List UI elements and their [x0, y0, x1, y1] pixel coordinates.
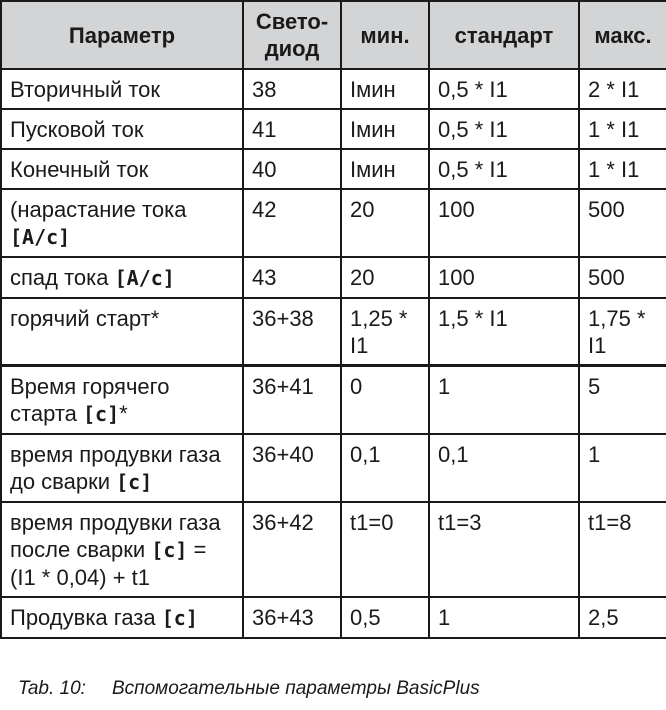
caption-number: Tab. 10: [18, 678, 86, 699]
header-param: Параметр [1, 1, 243, 69]
param-text: спад тока [10, 265, 115, 290]
cell-led: 36+41 [243, 366, 341, 435]
table-row [1, 109, 666, 149]
cell-max: 5 [579, 366, 666, 435]
table-row [1, 366, 666, 435]
cell-max: t1=8 [579, 502, 666, 597]
cell-max: 1 * I1 [579, 109, 666, 149]
cell-min: 20 [341, 189, 429, 257]
cell-led: 41 [243, 109, 341, 149]
header-max: макс. [579, 1, 666, 69]
param-text: время продувки газа после сварки [10, 510, 221, 562]
cell-min: Iмин [341, 69, 429, 109]
cell-param [1, 366, 243, 435]
cell-min: Iмин [341, 149, 429, 189]
cell-param [1, 502, 243, 597]
cell-led: 36+42 [243, 502, 341, 597]
cell-param [1, 189, 243, 257]
param-unit: [c] [83, 402, 120, 426]
cell-param [1, 298, 243, 366]
header-min: мин. [341, 1, 429, 69]
cell-min: 0,1 [341, 434, 429, 502]
table-row [1, 434, 666, 502]
cell-std: 0,1 [429, 434, 579, 502]
cell-min: 0 [341, 366, 429, 435]
cell-std: 100 [429, 257, 579, 298]
cell-std: 100 [429, 189, 579, 257]
cell-min: 20 [341, 257, 429, 298]
cell-std: t1=3 [429, 502, 579, 597]
caption-text: Вспомогательные параметры BasicPlus [111, 678, 480, 699]
cell-led: 36+43 [243, 597, 341, 638]
param-text: Продувка газа [10, 605, 162, 630]
param-unit: [c] [116, 470, 153, 494]
cell-param [1, 257, 243, 298]
param-suffix: * [119, 401, 128, 426]
cell-param [1, 434, 243, 502]
param-text: Пусковой ток [10, 117, 144, 142]
cell-param [1, 149, 243, 189]
table-row [1, 502, 666, 597]
param-text: Вторичный ток [10, 77, 161, 102]
cell-max: 500 [579, 257, 666, 298]
param-unit: [c] [161, 606, 198, 630]
cell-led: 42 [243, 189, 341, 257]
header-led: Свето-диод [243, 1, 341, 69]
table-row [1, 257, 666, 298]
cell-param [1, 597, 243, 638]
param-unit: [c] [151, 538, 188, 562]
cell-std: 0,5 * I1 [429, 69, 579, 109]
param-text: (нарастание тока [10, 197, 187, 222]
cell-led: 40 [243, 149, 341, 189]
cell-std: 1 [429, 597, 579, 638]
cell-max: 1 [579, 434, 666, 502]
header-row [1, 1, 666, 69]
cell-std: 0,5 * I1 [429, 109, 579, 149]
cell-led: 36+38 [243, 298, 341, 366]
cell-max: 1,75 * I1 [579, 298, 666, 366]
cell-max: 2,5 [579, 597, 666, 638]
cell-min: t1=0 [341, 502, 429, 597]
param-text: Время горячего старта [10, 374, 170, 426]
cell-std: 1,5 * I1 [429, 298, 579, 366]
param-suffix: = (I1 * 0,04) + t1 [10, 537, 207, 590]
param-unit: [A/c] [10, 225, 71, 249]
cell-led: 43 [243, 257, 341, 298]
header-std: стандарт [429, 1, 579, 69]
param-text: горячий старт* [10, 306, 160, 331]
cell-min: Iмин [341, 109, 429, 149]
cell-std: 1 [429, 366, 579, 435]
cell-led: 36+40 [243, 434, 341, 502]
param-text: время продувки газа до сварки [10, 442, 221, 494]
cell-max: 2 * I1 [579, 69, 666, 109]
cell-max: 1 * I1 [579, 149, 666, 189]
cell-min: 0,5 [341, 597, 429, 638]
cell-led: 38 [243, 69, 341, 109]
param-text: Конечный ток [10, 157, 149, 182]
table-row [1, 69, 666, 109]
table-row [1, 149, 666, 189]
cell-min: 1,25 * I1 [341, 298, 429, 366]
table-row [1, 189, 666, 257]
table-caption [18, 678, 480, 700]
table-row [1, 597, 666, 638]
cell-param [1, 109, 243, 149]
param-unit: [A/c] [114, 266, 175, 290]
table-row [1, 298, 666, 366]
cell-max: 500 [579, 189, 666, 257]
cell-std: 0,5 * I1 [429, 149, 579, 189]
cell-param [1, 69, 243, 109]
